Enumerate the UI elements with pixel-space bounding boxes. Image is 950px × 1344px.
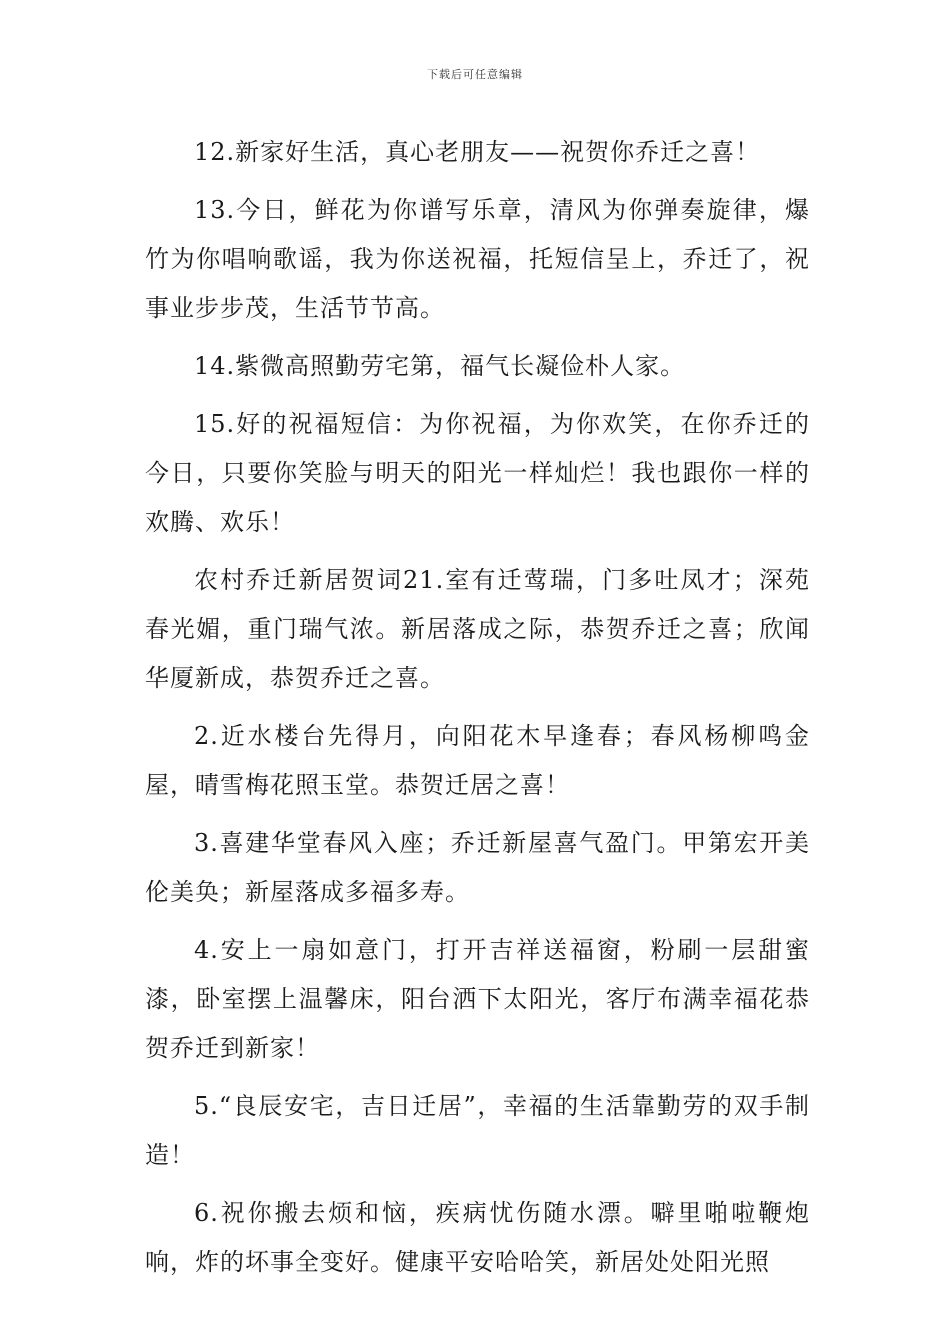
paragraph-15: 15.好的祝福短信：为你祝福，为你欢笑，在你乔迁的今日，只要你笑脸与明天的阳光一样灿烂！我也跟你一样的欢腾、欢乐！ xyxy=(145,410,810,536)
paragraph-rural-1: 农村乔迁新居贺词21.室有迁莺瑞，门多吐凤才；深苑春光媚，重门瑞气浓。新居落成之际，恭贺乔迁之喜；欣闻华厦新成，恭贺乔迁之喜。 xyxy=(145,566,810,692)
header-note: 下载后可任意编辑 xyxy=(427,68,523,81)
paragraph-14: 14.紫微高照勤劳宅第，福气长凝俭朴人家。 xyxy=(194,352,686,380)
document-body xyxy=(145,128,810,1296)
paragraph-5: 5.“良辰安宅，吉日迁居”，幸福的生活靠勤劳的双手制造！ xyxy=(145,1092,810,1169)
paragraph-6: 6.祝你搬去烦和恼，疾病忧伤随水漂。噼里啪啦鞭炮响，炸的坏事全变好。健康平安哈哈笑，新居处处阳光照 xyxy=(145,1199,810,1276)
paragraph-13: 13.今日，鲜花为你谱写乐章，清风为你弹奏旋律，爆竹为你唱响歌谣，我为你送祝福，托短信呈上，乔迁了，祝事业步步茂，生活节节高。 xyxy=(145,196,810,322)
paragraph-2: 2.近水楼台先得月，向阳花木早逢春；春风杨柳鸣金屋，晴雪梅花照玉堂。恭贺迁居之喜！ xyxy=(145,722,810,799)
paragraph-3: 3.喜建华堂春风入座；乔迁新屋喜气盈门。甲第宏开美伦美奂；新屋落成多福多寿。 xyxy=(145,829,810,906)
paragraph-4: 4.安上一扇如意门，打开吉祥送福窗，粉刷一层甜蜜漆，卧室摆上温馨床，阳台洒下太阳光，客厅布满幸福花恭贺乔迁到新家！ xyxy=(145,936,810,1062)
paragraph-12: 12.新家好生活，真心老朋友——祝贺你乔迁之喜！ xyxy=(194,138,761,166)
